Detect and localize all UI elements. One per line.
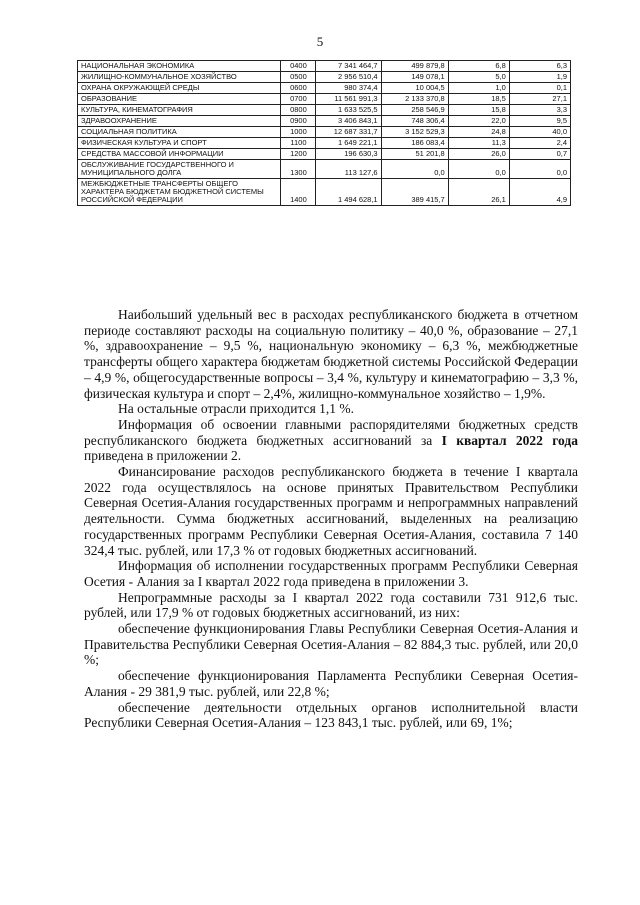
row-value-4: 3,3	[509, 105, 570, 116]
row-value-1: 12 687 331,7	[316, 127, 381, 138]
row-code: 0700	[281, 94, 316, 105]
row-value-4: 4,9	[509, 179, 570, 206]
row-value-3: 24,8	[448, 127, 509, 138]
table-row	[78, 138, 571, 149]
row-name: ОБРАЗОВАНИЕ	[78, 94, 281, 105]
row-value-2: 748 306,4	[381, 116, 448, 127]
paragraph-non-program: Непрограммные расходы за I квартал 2022 года составили 731 912,6 тыс. рублей, или 17,9 % от годовых бюджетных ассигнований, из них:	[84, 589, 578, 621]
row-value-4: 6,3	[509, 61, 570, 72]
row-value-3: 11,3	[448, 138, 509, 149]
row-code: 1400	[281, 179, 316, 206]
row-value-2: 0,0	[381, 160, 448, 179]
paragraph-head-government: обеспечение функционирования Главы Республики Северная Осетия-Алания и Правительства Республики Северная Осетия-Алания – 82 884,3 тыс. рублей, или 20,0 %;	[84, 621, 578, 668]
table-row	[78, 127, 571, 138]
row-value-4: 40,0	[509, 127, 570, 138]
table-row	[78, 105, 571, 116]
table-row	[78, 83, 571, 94]
row-value-4: 2,4	[509, 138, 570, 149]
row-value-4: 27,1	[509, 94, 570, 105]
row-code: 0800	[281, 105, 316, 116]
row-name: КУЛЬТУРА, КИНЕМАТОГРАФИЯ	[78, 105, 281, 116]
row-code: 0500	[281, 72, 316, 83]
paragraph-appendix-2-start: Информация об освоении главными распорядителями бюджетных средств республиканского бюджета бюджетных ассигнований за	[84, 416, 578, 448]
row-name: СРЕДСТВА МАССОВОЙ ИНФОРМАЦИИ	[78, 149, 281, 160]
row-code: 0400	[281, 61, 316, 72]
row-value-3: 0,0	[448, 160, 509, 179]
row-value-2: 499 879,8	[381, 61, 448, 72]
row-value-1: 11 561 991,3	[316, 94, 381, 105]
row-value-2: 389 415,7	[381, 179, 448, 206]
table-row	[78, 61, 571, 72]
row-code: 1300	[281, 160, 316, 179]
row-value-2: 2 133 370,8	[381, 94, 448, 105]
row-name: ОХРАНА ОКРУЖАЮЩЕЙ СРЕДЫ	[78, 83, 281, 94]
row-value-2: 258 546,9	[381, 105, 448, 116]
row-name: ОБСЛУЖИВАНИЕ ГОСУДАРСТВЕННОГО И МУНИЦИПАЛЬНОГО ДОЛГА	[78, 160, 281, 179]
row-code: 1000	[281, 127, 316, 138]
paragraph-appendix-2	[84, 417, 578, 464]
table-row	[78, 179, 571, 206]
row-value-4: 0,1	[509, 83, 570, 94]
page-number: 5	[316, 34, 324, 49]
row-value-3: 26,0	[448, 149, 509, 160]
row-name: МЕЖБЮДЖЕТНЫЕ ТРАНСФЕРТЫ ОБЩЕГО ХАРАКТЕРА БЮДЖЕТАМ БЮДЖЕТНОЙ СИСТЕМЫ РОССИЙСКОЙ ФЕДЕРАЦИИ	[78, 179, 281, 206]
row-value-3: 18,5	[448, 94, 509, 105]
row-value-4: 0,7	[509, 149, 570, 160]
row-value-1: 196 630,3	[316, 149, 381, 160]
row-value-4: 9,5	[509, 116, 570, 127]
row-code: 1200	[281, 149, 316, 160]
row-value-3: 26,1	[448, 179, 509, 206]
row-value-1: 3 406 843,1	[316, 116, 381, 127]
table-row	[78, 149, 571, 160]
paragraph-appendix-2-period: I квартал 2022 года	[441, 432, 578, 448]
row-name: ФИЗИЧЕСКАЯ КУЛЬТУРА И СПОРТ	[78, 138, 281, 149]
row-value-2: 3 152 529,3	[381, 127, 448, 138]
paragraph-appendix-2-end: приведена в приложении 2.	[84, 448, 242, 464]
row-code: 1100	[281, 138, 316, 149]
row-code: 0900	[281, 116, 316, 127]
row-name: ЗДРАВООХРАНЕНИЕ	[78, 116, 281, 127]
table-row	[78, 72, 571, 83]
row-value-3: 22,0	[448, 116, 509, 127]
row-value-3: 6,8	[448, 61, 509, 72]
paragraph-parliament: обеспечение функционирования Парламента Республики Северная Осетия-Алания - 29 381,9 тыс. рублей, или 22,8 %;	[84, 668, 578, 699]
row-code: 0600	[281, 83, 316, 94]
row-value-1: 7 341 464,7	[316, 61, 381, 72]
row-value-2: 10 004,5	[381, 83, 448, 94]
row-name: ЖИЛИЩНО-КОММУНАЛЬНОЕ ХОЗЯЙСТВО	[78, 72, 281, 83]
paragraph-appendix-3: Информация об исполнении государственных программ Республики Северная Осетия - Алания за I квартал 2022 года приведена в приложении 3.	[84, 558, 578, 589]
row-value-2: 51 201,8	[381, 149, 448, 160]
row-value-2: 186 083,4	[381, 138, 448, 149]
row-value-3: 1,0	[448, 83, 509, 94]
body-text	[84, 307, 578, 731]
row-value-1: 1 649 221,1	[316, 138, 381, 149]
row-value-2: 149 078,1	[381, 72, 448, 83]
table-row	[78, 94, 571, 105]
paragraph-other-sectors: На остальные отрасли приходится 1,1 %.	[118, 401, 355, 417]
row-name: НАЦИОНАЛЬНАЯ ЭКОНОМИКА	[78, 61, 281, 72]
paragraph-financing: Финансирование расходов республиканского бюджета в течение I квартала 2022 года осуществлялось на основе принятых Правительством Республики Северная Осетия-Алания государственных программ и непрограммных направлений деятельности. Сумма бюджетных ассигнований, выделенных на реализацию государственных программ Республики Северная Осетия-Алания, составила 7 140 324,4 тыс. рублей, или 17,3 % от годовых бюджетных ассигнований.	[84, 464, 578, 558]
row-value-3: 5,0	[448, 72, 509, 83]
expenditure-table	[77, 60, 571, 206]
row-value-4: 0,0	[509, 160, 570, 179]
row-value-1: 1 494 628,1	[316, 179, 381, 206]
table-row	[78, 116, 571, 127]
row-value-1: 980 374,4	[316, 83, 381, 94]
row-value-1: 1 633 525,5	[316, 105, 381, 116]
row-value-3: 15,8	[448, 105, 509, 116]
row-value-4: 1,9	[509, 72, 570, 83]
row-value-1: 2 956 510,4	[316, 72, 381, 83]
paragraph-executive-bodies: обеспечение деятельности отдельных органов исполнительной власти Республики Северная Осетия-Алания – 123 843,1 тыс. рублей, или 69, 1%;	[84, 699, 578, 731]
table-row	[78, 160, 571, 179]
paragraph-largest-share: Наибольший удельный вес в расходах республиканского бюджета в отчетном периоде составляют расходы на социальную политику – 40,0 %, образование – 27,1 %, здравоохранение – 9,5 %, национальную экономику – 6,3 %, межбюджетные трансферты общего характера бюджетам бюджетной системы Российской Федерации – 4,9 %, общегосударственные вопросы – 3,4 %, культуру и кинематографию – 3,3 %, физическая культура и спорт – 2,4%, жилищно-коммунальное хозяйство – 1,9%.	[84, 307, 578, 401]
table-body	[78, 61, 571, 206]
row-value-1: 113 127,6	[316, 160, 381, 179]
row-name: СОЦИАЛЬНАЯ ПОЛИТИКА	[78, 127, 281, 138]
